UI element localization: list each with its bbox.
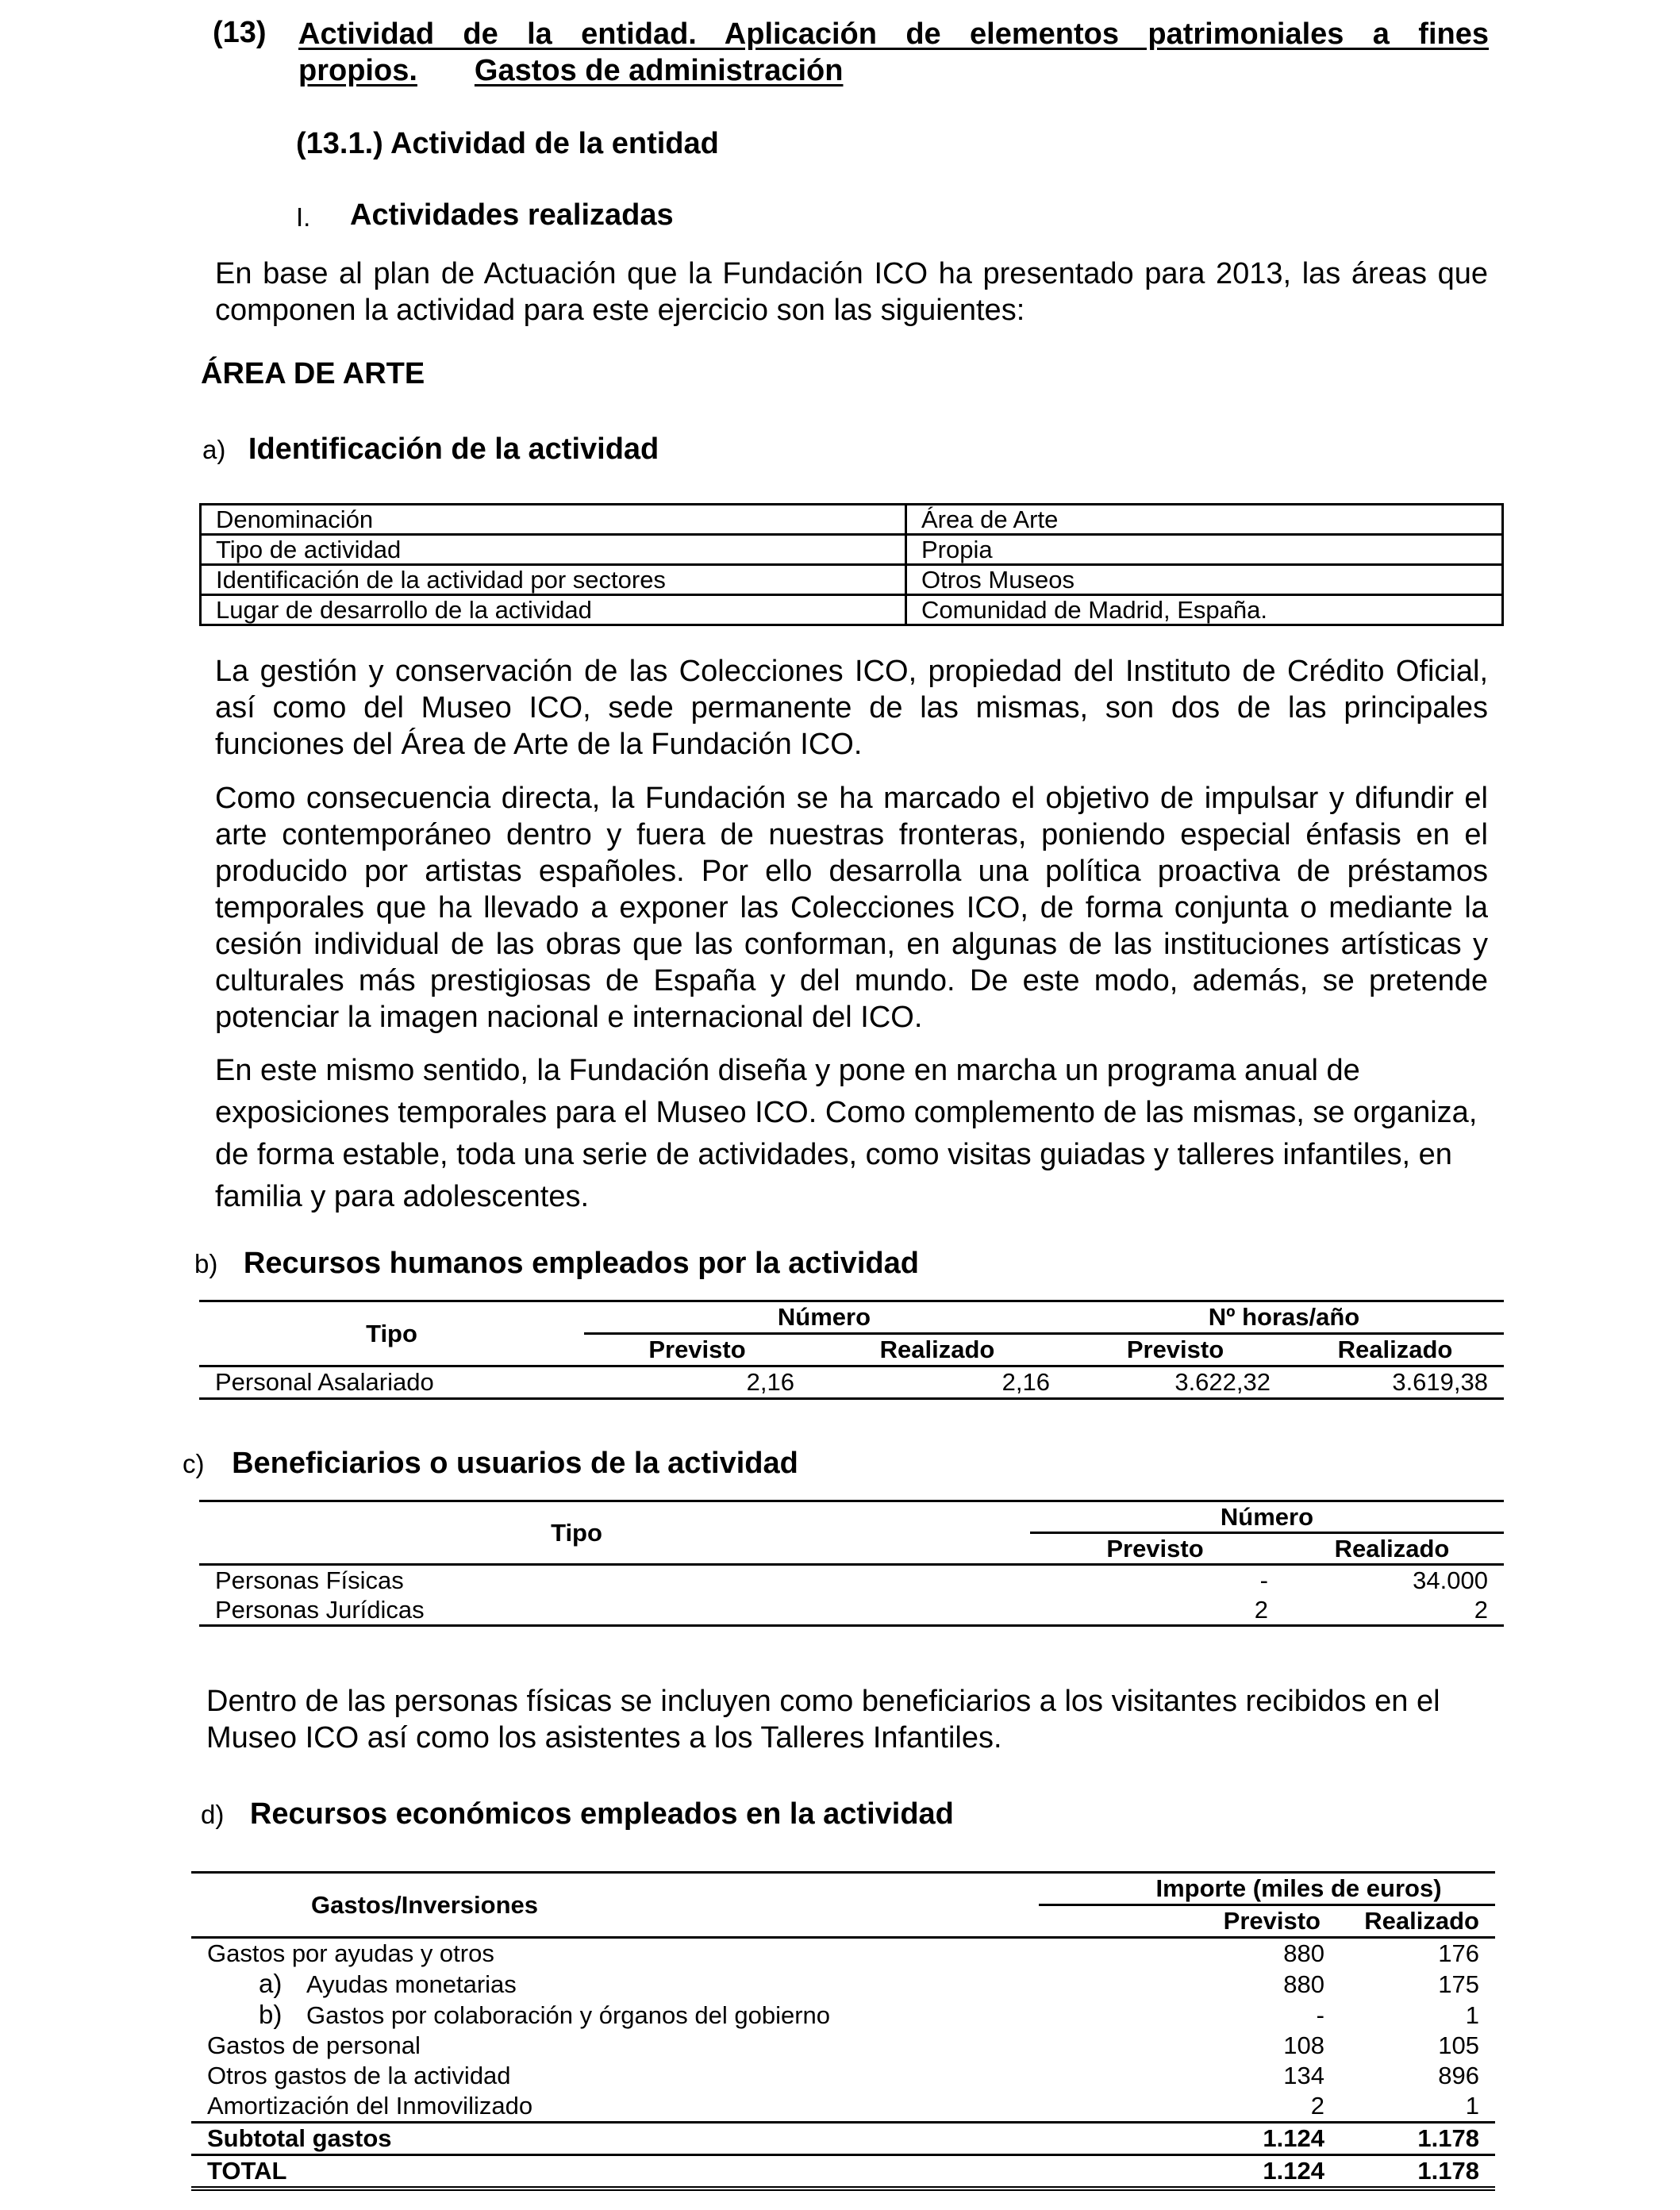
col-realizado: Realizado [1364,1907,1479,1935]
col-numero: Número [1030,1501,1504,1533]
body-paragraph-2: Como consecuencia directa, la Fundación se ha marcado el objetivo de impulsar y difundir el arte contemporáneo dentro y fuera de nuestras fronteras, poniendo especial énfasis en el producido por artistas españoles. Por ello desarrolla una política proactiva de préstamos temporales que ha llevado a exponer las Colecciones ICO, de forma conjunta o mediante la cesión individual de las obras que las conforman, en algunas de las instituciones artísticas y culturales más prestigiosas de España y del mundo. De este modo, además, se pretende potenciar la imagen nacional e internacional del ICO. [215,782,1488,1034]
subtotal-realizado: 1.178 [1417,2124,1479,2152]
col-horas-previsto: Previsto [1126,1336,1224,1363]
horas-previsto: 3.622,32 [1174,1368,1271,1396]
row-label-text: Gastos por colaboración y órganos del gobierno [306,2001,831,2029]
row-realizado: 176 [1438,1939,1479,1967]
row-tipo: Personal Asalariado [215,1368,434,1396]
row-label: Gastos por ayudas y otros [207,1939,494,1967]
col-realizado: Realizado [1334,1535,1450,1562]
row-letter: b) [259,2000,283,2029]
section-a-heading [202,432,659,467]
section-b-letter: b) [194,1249,218,1278]
horas-realizado: 3.619,38 [1392,1368,1488,1396]
table-row [191,2031,1495,2061]
ident-value: Otros Museos [906,565,1503,595]
section-a-letter: a) [202,435,226,464]
num-realizado: 2,16 [1001,1368,1050,1396]
section-c-heading [183,1447,798,1481]
row-previsto: 2 [1310,2092,1324,2120]
body-paragraph-1: La gestión y conservación de las Colecciones ICO, propiedad del Instituto de Crédito Oficial, así como del Museo ICO, sede permanente de las mismas, son dos de las principales funciones del Área de Arte de la Fundación ICO. [215,655,1488,761]
row-previsto: 2 [1254,1596,1268,1624]
row-label [191,1969,1039,2000]
row-label: Gastos de personal [207,2031,421,2059]
row-realizado: 34.000 [1413,1566,1488,1594]
section-number: (13) [213,16,267,49]
row-previsto: 134 [1283,2062,1324,2089]
subtotal-previsto: 1.124 [1263,2124,1324,2152]
ident-label: Lugar de desarrollo de la actividad [201,595,906,625]
col-gastos-label: Gastos/Inversiones [310,1890,538,1919]
section-title-line1: Actividad de la entidad. Aplicación de elementos patrimoniales a fines [298,17,1489,51]
col-gastos [191,1873,1039,1938]
col-tipo-label: Tipo [551,1519,602,1547]
table-header-row [199,1501,1504,1533]
row-tipo: Personas Jurídicas [215,1596,425,1624]
section-c-title: Beneficiarios o usuarios de la actividad [232,1447,798,1480]
row-realizado: 175 [1438,1970,1479,1998]
ident-label: Identificación de la actividad por sectores [201,565,906,595]
subtotal-row [191,2123,1495,2155]
table-row [199,1595,1504,1626]
row-label-text: Ayudas monetarias [306,1970,517,1998]
table-row [191,2000,1495,2031]
row-previsto [1030,1565,1280,1596]
row-previsto: 880 [1283,1970,1324,1998]
section-a-title: Identificación de la actividad [248,432,659,466]
ident-value: Área de Arte [906,505,1503,535]
table-row [201,505,1503,535]
col-tipo [199,1501,1030,1565]
num-previsto: 2,16 [746,1368,794,1396]
row-realizado: 105 [1438,2031,1479,2059]
total-previsto: 1.124 [1263,2157,1324,2185]
row-tipo: Personas Físicas [215,1566,404,1594]
row-realizado: 896 [1438,2062,1479,2089]
beneficiaries-note: Dentro de las personas físicas se incluyen como beneficiarios a los visitantes recibidos en el Museo ICO así como los asistentes a los Talleres Infantiles. [206,1685,1440,1755]
col-importe-label: Importe (miles de euros) [1155,1874,1442,1902]
row-realizado: 2 [1474,1596,1488,1624]
section-c-letter: c) [183,1449,205,1478]
identification-table [199,503,1504,626]
row-label: Amortización del Inmovilizado [207,2092,533,2120]
section-d-title: Recursos económicos empleados en la actividad [249,1797,954,1831]
row-letter: a) [259,1969,283,1998]
row-label [191,2000,1039,2031]
table-row [191,2091,1495,2123]
human-resources-table [199,1300,1504,1400]
section-b-title: Recursos humanos empleados por la actividad [243,1247,919,1280]
table-row [201,595,1503,625]
subheading-activities: Actividades realizadas [350,198,674,232]
total-row [191,2155,1495,2189]
section-title [298,16,1489,89]
row-label: Otros gastos de la actividad [207,2062,511,2089]
intro-paragraph: En base al plan de Actuación que la Fundación ICO ha presentado para 2013, las áreas que componen la actividad para este ejercicio son las siguientes: [215,257,1488,327]
table-row [191,1938,1495,1970]
table-row [191,2061,1495,2091]
table-row [191,1969,1495,2000]
section-d-heading [201,1797,954,1831]
row-previsto: 108 [1283,2031,1324,2059]
section-title-line2a: propios. [298,54,417,87]
total-label: TOTAL [207,2157,287,2185]
table-row [199,1565,1504,1596]
body-paragraph-3: En este mismo sentido, la Fundación diseña y pone en marcha un programa anual de exposiciones temporales para el Museo ICO. Como complemento de las mismas, se organiza, de forma estable, toda una serie de actividades, como visitas guiadas y talleres infantiles, en familia y para adolescentes. [215,1054,1478,1213]
col-num-realizado: Realizado [879,1336,995,1363]
col-horas: Nº horas/año [1064,1301,1504,1334]
row-previsto: 880 [1283,1939,1324,1967]
table-row [201,565,1503,595]
subheading-roman-number: I. [296,202,311,232]
ident-label: Denominación [201,505,906,535]
col-previsto: Previsto [1106,1535,1204,1562]
row-realizado: 1 [1465,2001,1479,2029]
economic-resources-table [191,1871,1495,2191]
ident-value: Propia [906,535,1503,565]
col-importe [1039,1873,1495,1905]
table-header-row [191,1873,1495,1905]
subtotal-label: Subtotal gastos [207,2124,392,2152]
col-horas-realizado: Realizado [1337,1336,1453,1363]
table-header-row [199,1301,1504,1334]
table-row [199,1366,1504,1399]
beneficiaries-table [199,1500,1504,1627]
col-previsto: Previsto [1223,1907,1321,1935]
section-title-line2b: Gastos de administración [474,54,844,87]
table-row [201,535,1503,565]
row-previsto: - [1316,2001,1324,2029]
row-realizado: 1 [1465,2092,1479,2120]
col-numero: Número [584,1301,1064,1334]
col-num-previsto: Previsto [648,1336,746,1363]
row-previsto-value: - [1259,1566,1268,1594]
section-d-letter: d) [201,1800,225,1829]
total-realizado: 1.178 [1417,2157,1479,2185]
area-title: ÁREA DE ARTE [201,357,425,390]
ident-value: Comunidad de Madrid, España. [906,595,1503,625]
ident-label: Tipo de actividad [201,535,906,565]
col-tipo: Tipo [366,1319,417,1347]
section-b-heading [194,1247,919,1281]
subheading-13-1: (13.1.) Actividad de la entidad [296,127,719,160]
